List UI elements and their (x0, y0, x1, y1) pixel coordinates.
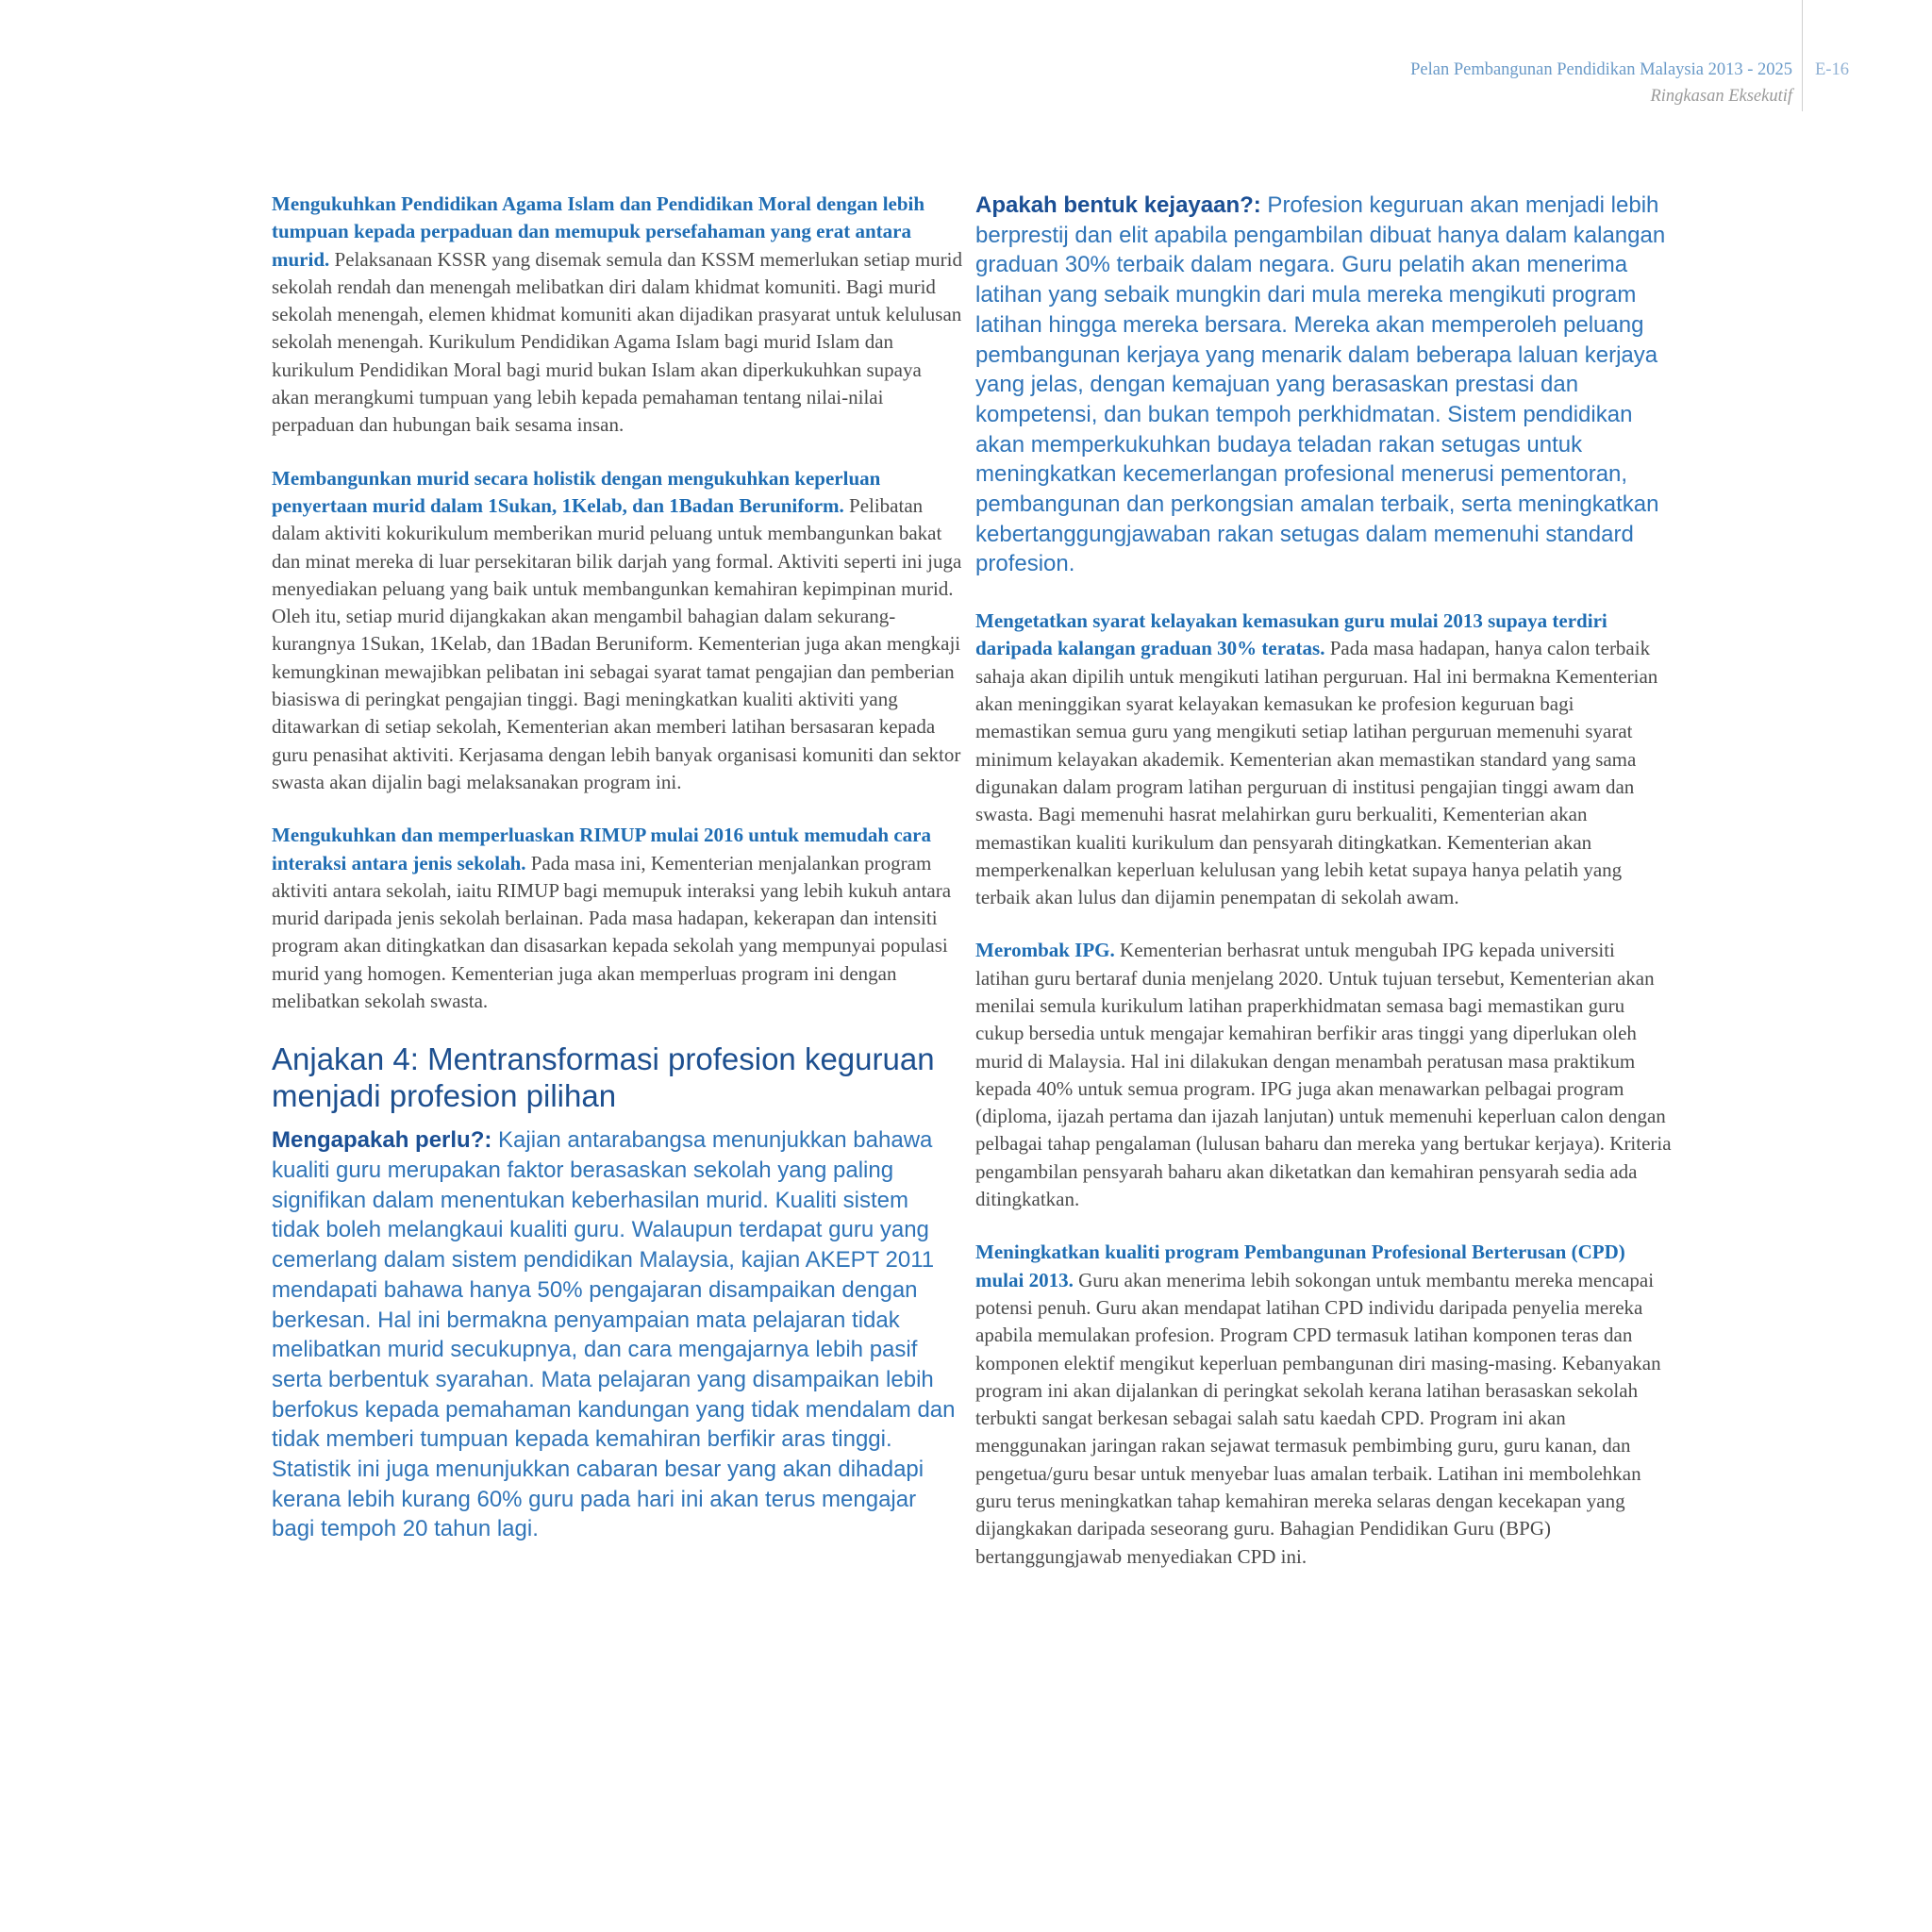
paragraph-lead: Merombak IPG. (975, 939, 1115, 962)
paragraph-body: Pada masa hadapan, hanya calon terbaik sahaja akan dipilih untuk mengikuti latihan perguruan. Hal ini bermakna Kementerian akan meninggikan syarat kelayakan kemasukan ke profesion keguruan bagi memastikan semua guru yang mengikuti setiap latihan perguruan memenuhi syarat minimum kelayakan akademik. Kementerian akan memastikan standard yang sama digunakan dalam program latihan perguruan di institusi pengajian tinggi awam dan swasta. Bagi memenuhi hasrat melahirkan guru berkualiti, Kementerian akan memastikan kualiti kurikulum dan pensyarah ditingkatkan. Kementerian akan memperkenalkan keperluan kelulusan yang lebih ketat supaya hanya pelatih yang terbaik akan lulus dan dijamin penempatan di sekolah awam. (975, 637, 1658, 909)
paragraph-syarat-kelayakan (975, 608, 1674, 911)
paragraph-lead: Membangunkan murid secara holistik dengan mengukuhkan keperluan penyertaan murid dalam 1Sukan, 1Kelab, dan 1Badan Beruniform. (272, 466, 881, 517)
left-column (272, 191, 962, 1570)
paragraph-body: Kajian antarabangsa menunjukkan bahawa kualiti guru merupakan faktor berasaskan sekolah yang paling signifikan dalam menentukan keberhasilan murid. Kualiti sistem tidak boleh melangkaui kualiti guru. Walaupun terdapat guru yang cemerlang dalam sistem pendidikan Malaysia, kajian AKEPT 2011 mendapati bahawa hanya 50% pengajaran disampaikan dengan berkesan. Hal ini bermakna penyampaian mata pelajaran tidak melibatkan murid secukupnya, dan cara mengajarnya lebih pasif serta berbentuk syarahan. Mata pelajaran yang disampaikan lebih berfokus kepada pemahaman kandungan yang tidak mendalam dan tidak memberi tumpuan kepada kemahiran berfikir aras tinggi. Statistik ini juga menunjukkan cabaran besar yang akan dihadapi kerana lebih kurang 60% guru pada hari ini akan terus mengajar bagi tempoh 20 tahun lagi. (272, 1127, 956, 1542)
paragraph-body: Pelaksanaan KSSR yang disemak semula dan KSSM memerlukan setiap murid sekolah rendah dan menengah melibatkan diri dalam khidmat komuniti. Bagi murid sekolah menengah, elemen khidmat komuniti akan dijadikan prasyarat untuk kelulusan sekolah menengah. Kurikulum Pendidikan Agama Islam bagi murid Islam dan kurikulum Pendidikan Moral bagi murid bukan Islam akan diperkukuhkan supaya akan merangkumi tumpuan yang lebih kepada pemahaman tentang nilai-nilai perpaduan dan hubungan baik sesama insan. (272, 247, 962, 437)
paragraph-lead: Mengukuhkan Pendidikan Agama Islam dan Pendidikan Moral dengan lebih tumpuan kepada perpaduan dan memupuk persefahaman yang erat antara murid. (272, 192, 925, 271)
right-column (975, 191, 1674, 1596)
paragraph-body: Pelibatan dalam aktiviti kokurikulum memberikan murid peluang untuk membangunkan bakat dan minat mereka di luar persekitaran bilik darjah yang formal. Aktiviti seperti ini juga menyediakan peluang yang baik untuk membangunkan kemahiran kepimpinan murid. Oleh itu, setiap murid dijangkakan akan mengambil bahagian dalam sekurang-kurangnya 1Sukan, 1Kelab, dan 1Badan Beruniform. Kementerian juga akan mengkaji kemungkinan mewajibkan pelibatan ini sebagai syarat tamat pengajian dan pemberian biasiswa di peringkat pengajian tinggi. Bagi meningkatkan kualiti aktiviti yang ditawarkan di setiap sekolah, Kementerian akan memberi latihan bersasaran kepada guru penasihat aktiviti. Kerjasama dengan lebih banyak organisasi komuniti dan sektor swasta akan dijalin bagi melaksanakan program ini. (272, 493, 962, 793)
paragraph-lead: Meningkatkan kualiti program Pembangunan Profesional Berterusan (CPD) mulai 2013. (975, 1241, 1625, 1291)
document-title: Pelan Pembangunan Pendidikan Malaysia 2013 - 2025 (1410, 60, 1792, 79)
paragraph-lead: Mengetatkan syarat kelayakan kemasukan guru mulai 2013 supaya terdiri daripada kalangan graduan 30% teratas. (975, 609, 1607, 660)
paragraph-body: Pada masa ini, Kementerian menjalankan program aktiviti antara sekolah, iaitu RIMUP bagi memupuk interaksi yang lebih kukuh antara murid daripada jenis sekolah berlainan. Pada masa hadapan, kekerapan dan intensiti program akan ditingkatkan dan disasarkan kepada sekolah yang mempunyai populasi murid yang homogen. Kementerian juga akan memperluas program ini dengan melibatkan sekolah swasta. (272, 851, 952, 1013)
paragraph-lead: Mengukuhkan dan memperluaskan RIMUP mulai 2016 untuk memudah cara interaksi antara jenis sekolah. (272, 824, 931, 874)
paragraph-lead: Mengapakah perlu?: (272, 1127, 492, 1154)
paragraph-body: Kementerian berhasrat untuk mengubah IPG kepada universiti latihan guru bertaraf dunia menjelang 2020. Untuk tujuan tersebut, Kementerian akan menilai semula kurikulum latihan praperkhidmatan semasa bagi memastikan guru cukup bersedia untuk mengajar kemahiran berfikir aras tinggi yang diperlukan oleh murid di Malaysia. Hal ini dilakukan dengan menambah peratusan masa praktikum kepada 40% untuk semua program. IPG juga akan menawarkan pelbagai program (diploma, ijazah pertama dan ijazah lanjutan) untuk memenuhi keperluan calon dengan pelbagai tahap pengalaman (lulusan baharu dan mereka yang bertukar kerjaya). Kriteria pengambilan pensyarah baharu akan diketatkan dan kemahiran pensyarah sedia ada ditingkatkan. (975, 939, 1672, 1211)
header-divider (1802, 0, 1803, 111)
paragraph-rimup (272, 822, 962, 1015)
paragraph-body: Profesion keguruan akan menjadi lebih berprestij dan elit apabila pengambilan dibuat hanya dalam kalangan graduan 30% terbaik dalam negara. Guru pelatih akan menerima latihan yang sebaik mungkin dari mula mereka mengikuti program latihan hingga mereka bersara. Mereka akan memperoleh peluang pembangunan kerjaya yang menarik dalam beberapa laluan kerjaya yang jelas, dengan kemajuan yang berasaskan prestasi dan kompetensi, dan bukan tempoh perkhidmatan. Sistem pendidikan akan memperkukuhkan budaya teladan rakan setugas untuk meningkatkan kecemerlangan profesional menerusi pementoran, pembangunan dan perkongsian amalan terbaik, serta meningkatkan kebertanggungjawaban rakan setugas dalam memenuhi standard profesion. (975, 192, 1666, 577)
paragraph-merombak-ipg (975, 937, 1674, 1213)
section-subtitle: Ringkasan Eksekutif (1650, 87, 1792, 106)
paragraph-cpd (975, 1239, 1674, 1571)
paragraph-body: Guru akan menerima lebih sokongan untuk membantu mereka mencapai potensi penuh. Guru akan mendapat latihan CPD individu daripada penyelia mereka apabila memulakan profesion. Program CPD termasuk latihan komponen teras dan komponen elektif mengikut keperluan pembangunan diri masing-masing. Kebanyakan program ini akan dijalankan di peringkat sekolah kerana latihan berasaskan sekolah terbukti sangat berkesan sebagai salah satu kaedah CPD. Program ini akan menggunakan jaringan rakan sejawat termasuk pembimbing guru, guru kanan, dan pengetua/guru besar untuk menyebar luas amalan terbaik. Latihan ini membolehkan guru terus meningkatkan tahap kemahiran mereka selaras dengan kecekapan yang dijangkakan daripada seseorang guru. Bahagian Pendidikan Guru (BPG) bertanggungjawab menyediakan CPD ini. (975, 1268, 1661, 1568)
paragraph-bentuk-kejayaan (975, 191, 1674, 579)
paragraph-agama-moral (272, 191, 962, 440)
page-number: E-16 (1815, 60, 1849, 79)
section-heading: Anjakan 4: Mentransformasi profesion keguruan menjadi profesion pilihan (272, 1041, 935, 1114)
paragraph-mengapakah-perlu (272, 1125, 962, 1544)
running-header (1226, 57, 1792, 109)
paragraph-lead: Apakah bentuk kejayaan?: (975, 192, 1261, 218)
paragraph-holistik (272, 465, 962, 797)
